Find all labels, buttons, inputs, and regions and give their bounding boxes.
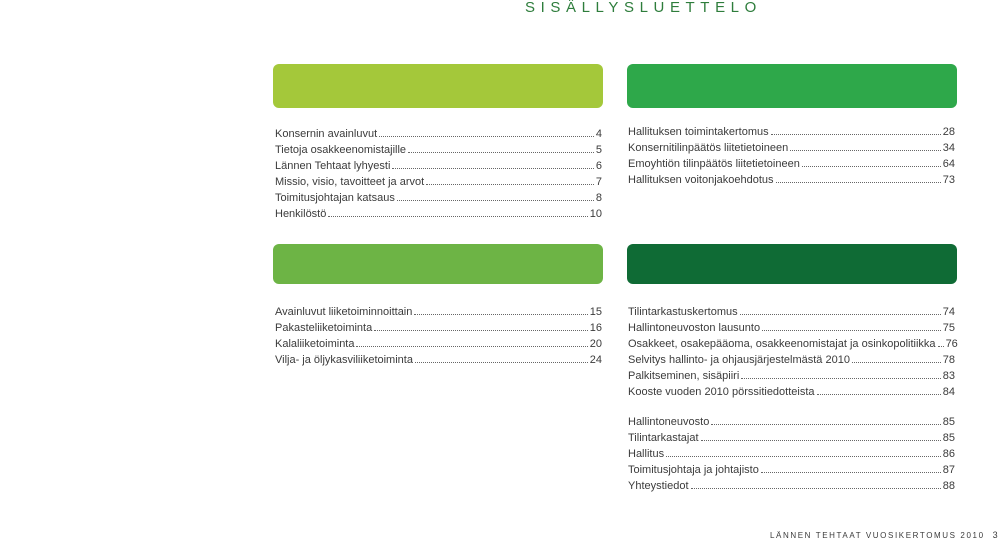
dot-leader — [790, 140, 941, 151]
dot-leader — [408, 142, 594, 153]
toc-entry-title: Konsernitilinpäätös liitetietoineen — [628, 142, 789, 154]
toc-entry[interactable] — [628, 320, 955, 336]
dot-leader — [414, 304, 587, 315]
toc-entry-title: Kalaliiketoiminta — [275, 338, 355, 350]
toc-entry-title: Henkilöstö — [275, 208, 327, 220]
toc-entry-page: 76 — [945, 338, 958, 350]
page-footer — [770, 530, 998, 540]
dot-leader — [938, 336, 944, 347]
dot-leader — [701, 430, 941, 441]
dot-leader — [328, 206, 587, 217]
dot-leader — [397, 190, 594, 201]
toc-entry[interactable] — [628, 352, 955, 368]
section-bar-2 — [627, 64, 957, 108]
toc-entry[interactable] — [628, 478, 955, 494]
toc-entry-title: Emoyhtiön tilinpäätös liitetietoineen — [628, 158, 800, 170]
toc-entry-title: Konsernin avainluvut — [275, 128, 378, 140]
toc-entry[interactable] — [628, 414, 955, 430]
toc-entry-page: 64 — [942, 158, 955, 170]
toc-entry[interactable] — [628, 156, 955, 172]
toc-entry[interactable] — [628, 430, 955, 446]
dot-leader — [691, 478, 941, 489]
dot-leader — [762, 320, 941, 331]
toc-entry-page: 85 — [942, 432, 955, 444]
toc-entry[interactable] — [275, 206, 602, 222]
toc-entry[interactable] — [628, 384, 955, 400]
toc-entry-title: Hallintoneuvosto — [628, 416, 710, 428]
toc-entry-page: 16 — [589, 322, 602, 334]
toc-entry-page: 8 — [595, 192, 602, 204]
toc-entry-title: Missio, visio, tavoitteet ja arvot — [275, 176, 425, 188]
toc-entry-title: Tilintarkastuskertomus — [628, 306, 738, 318]
dot-leader — [356, 336, 587, 347]
toc-entry-page: 34 — [942, 142, 955, 154]
dot-leader — [379, 126, 594, 137]
toc-group-administration — [628, 414, 955, 494]
toc-entry[interactable] — [628, 172, 955, 188]
toc-entry-page: 6 — [595, 160, 602, 172]
dot-leader — [776, 172, 941, 183]
toc-entry-title: Pakasteliiketoiminta — [275, 322, 373, 334]
dot-leader — [761, 462, 941, 473]
section-bar-3 — [273, 244, 603, 284]
toc-entry-page: 88 — [942, 480, 955, 492]
toc-group-company — [275, 126, 602, 222]
section-bar-4 — [627, 244, 957, 284]
toc-group-business — [275, 304, 602, 368]
toc-entry-page: 10 — [589, 208, 602, 220]
toc-entry-page: 74 — [942, 306, 955, 318]
toc-entry-title: Selvitys hallinto- ja ohjausjärjestelmästä 2010 — [628, 354, 850, 366]
toc-entry-title: Tietoja osakkeenomistajille — [275, 144, 407, 156]
toc-entry-page: 83 — [942, 370, 955, 382]
toc-entry[interactable] — [275, 142, 602, 158]
toc-entry[interactable] — [275, 352, 602, 368]
toc-entry-title: Palkitseminen, sisäpiiri — [628, 370, 740, 382]
toc-entry[interactable] — [628, 462, 955, 478]
dot-leader — [666, 446, 941, 457]
toc-entry-page: 28 — [942, 126, 955, 138]
toc-entry-page: 87 — [942, 464, 955, 476]
toc-entry-title: Hallituksen voitonjakoehdotus — [628, 174, 774, 186]
toc-entry[interactable] — [628, 446, 955, 462]
toc-entry-title: Kooste vuoden 2010 pörssitiedotteista — [628, 386, 815, 398]
toc-entry-title: Toimitusjohtaja ja johtajisto — [628, 464, 759, 476]
toc-entry-title: Tilintarkastajat — [628, 432, 699, 444]
toc-entry[interactable] — [628, 336, 958, 352]
dot-leader — [741, 368, 940, 379]
toc-entry-title: Lännen Tehtaat lyhyesti — [275, 160, 391, 172]
toc-entry[interactable] — [275, 190, 602, 206]
dot-leader — [415, 352, 588, 363]
dot-leader — [852, 352, 941, 363]
toc-entry-title: Osakkeet, osakepääoma, osakkeenomistajat ja osinkopolitiikka — [628, 338, 936, 350]
toc-entry-page: 73 — [942, 174, 955, 186]
toc-entry-title: Hallitus — [628, 448, 665, 460]
dot-leader — [711, 414, 940, 425]
toc-entry[interactable] — [628, 304, 955, 320]
toc-entry-page: 4 — [595, 128, 602, 140]
toc-entry-title: Avainluvut liiketoiminnoittain — [275, 306, 413, 318]
toc-entry-page: 75 — [942, 322, 955, 334]
toc-entry-page: 7 — [595, 176, 602, 188]
dot-leader — [817, 384, 941, 395]
toc-entry-title: Vilja- ja öljykasviliiketoiminta — [275, 354, 413, 366]
toc-group-governance — [628, 304, 958, 400]
dot-leader — [392, 158, 593, 169]
toc-entry-page: 86 — [942, 448, 955, 460]
toc-entry-page: 15 — [589, 306, 602, 318]
toc-entry-title: Yhteystiedot — [628, 480, 689, 492]
toc-entry-page: 24 — [589, 354, 602, 366]
toc-entry[interactable] — [275, 126, 602, 142]
dot-leader — [374, 320, 588, 331]
dot-leader — [771, 124, 941, 135]
page-title: SISÄLLYSLUETTELO — [525, 0, 762, 16]
toc-entry-title: Toimitusjohtajan katsaus — [275, 192, 395, 204]
toc-entry-page: 84 — [942, 386, 955, 398]
section-bar-1 — [273, 64, 603, 108]
dot-leader — [426, 174, 594, 185]
toc-entry-page: 78 — [942, 354, 955, 366]
toc-entry[interactable] — [275, 320, 602, 336]
toc-entry-page: 5 — [595, 144, 602, 156]
toc-group-financials — [628, 124, 955, 188]
dot-leader — [802, 156, 941, 167]
toc-entry[interactable] — [628, 124, 955, 140]
toc-entry[interactable] — [275, 304, 602, 320]
toc-entry[interactable] — [628, 140, 955, 156]
page-number: 3 — [992, 530, 998, 540]
toc-entry[interactable] — [275, 174, 602, 190]
toc-entry[interactable] — [275, 336, 602, 352]
toc-entry[interactable] — [275, 158, 602, 174]
toc-entry-title: Hallituksen toimintakertomus — [628, 126, 769, 138]
dot-leader — [740, 304, 941, 315]
toc-entry-title: Hallintoneuvoston lausunto — [628, 322, 761, 334]
toc-entry-page: 85 — [942, 416, 955, 428]
toc-entry[interactable] — [628, 368, 955, 384]
toc-entry-page: 20 — [589, 338, 602, 350]
footer-publication-title: LÄNNEN TEHTAAT VUOSIKERTOMUS 2010 — [770, 531, 985, 540]
